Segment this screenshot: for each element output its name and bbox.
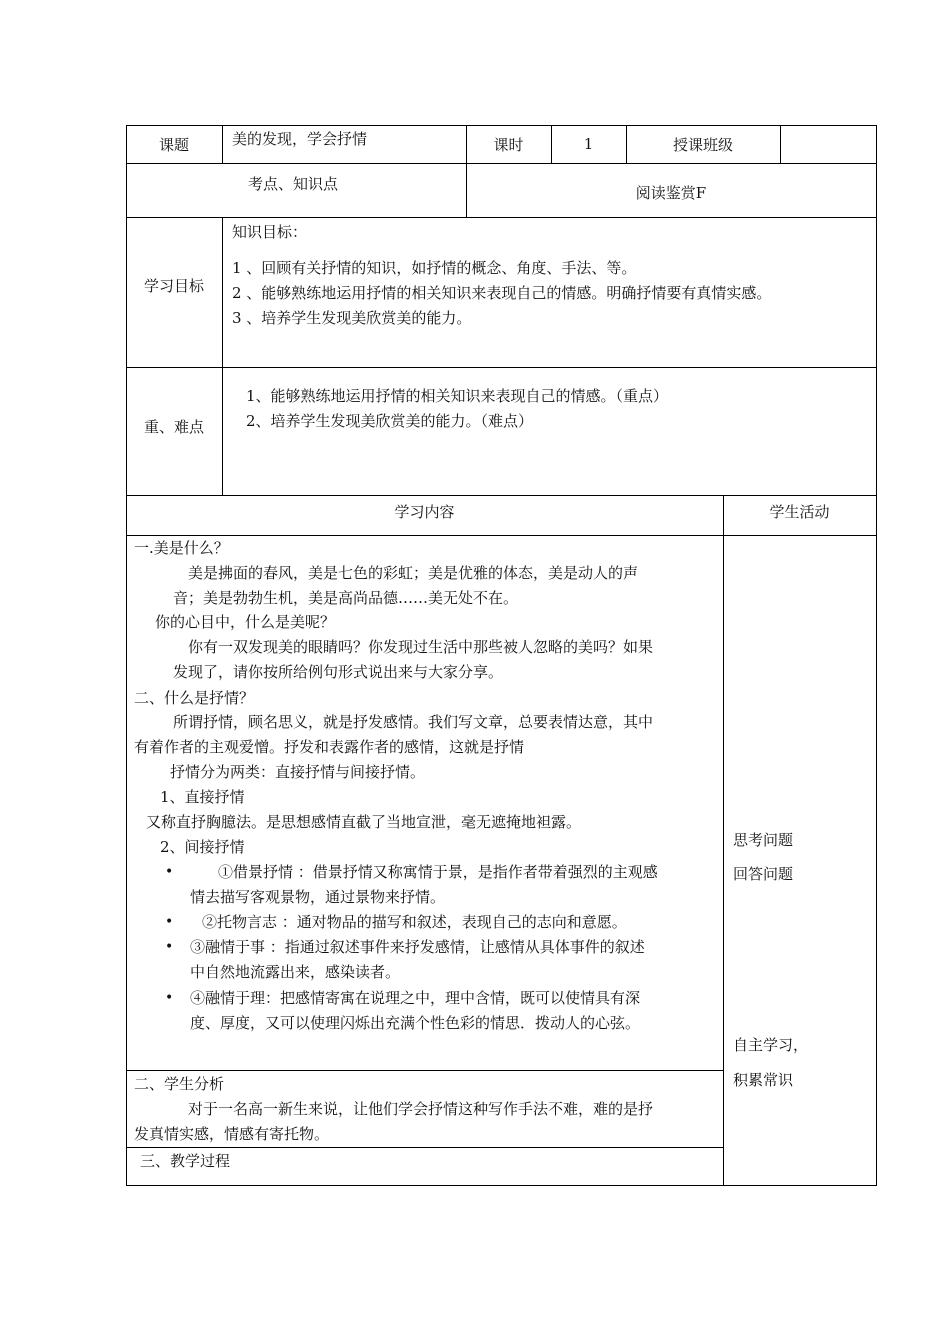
activity-item: 积累常识 (733, 1071, 794, 1089)
bullet-dot: • (165, 914, 174, 930)
row-divider (126, 1070, 724, 1071)
objective-item: 2 、能够熟练地运用抒情的相关知识来表现自己的情感。明确抒情要有真情实感。 (232, 284, 772, 302)
content-line: 又称直抒胸臆法。是思想感情直截了当地宣泄，毫无遮掩地袒露。 (146, 813, 582, 831)
bullet-dot: • (165, 864, 174, 880)
col-divider (222, 217, 223, 495)
content-line: 你的心目中，什么是美呢？ (155, 613, 336, 631)
content-line: 抒情分为两类：直接抒情与间接抒情。 (170, 763, 426, 781)
bullet-item: 度、厚度，又可以使理闪烁出充满个性色彩的情思．拨动人的心弦。 (190, 1014, 641, 1032)
row-divider (126, 163, 877, 164)
objectives-label: 学习目标 (143, 276, 204, 295)
col-divider (222, 125, 223, 163)
topic-value: 美的发现，学会抒情 (232, 130, 368, 148)
table-border-bottom (126, 1185, 877, 1186)
key-point-item: 2、培养学生发现美欣赏美的能力。（难点） (246, 412, 534, 430)
content-line: 美是拂面的春风，美是七色的彩虹；美是优雅的体态，美是动人的声 (188, 564, 639, 582)
row-divider (126, 367, 877, 368)
bullet-item: 中自然地流露出来，感染读者。 (190, 963, 401, 981)
bullet-dot: • (165, 939, 174, 955)
key-points-label: 重、难点 (143, 417, 204, 436)
class-value (780, 125, 876, 163)
key-point-item: 1、能够熟练地运用抒情的相关知识来表现自己的情感。（重点） (246, 387, 669, 405)
content-line: 音；美是勃勃生机，美是高尚品德……美无处不在。 (173, 589, 519, 607)
col-divider (723, 495, 724, 1185)
content-line: 二、什么是抒情？ (134, 689, 255, 707)
analysis-heading: 二、学生分析 (134, 1075, 225, 1093)
activity-header: 学生活动 (769, 502, 830, 521)
process-heading: 三、教学过程 (140, 1152, 231, 1170)
objective-item: 3 、培养学生发现美欣赏美的能力。 (232, 309, 472, 327)
activity-item: 回答问题 (733, 865, 794, 883)
period-value: 1 (583, 135, 594, 153)
analysis-line: 对于一名高一新生来说，让他们学会抒情这种写作手法不难，难的是抒 (188, 1100, 654, 1118)
exam-points-label: 考点、知识点 (248, 175, 339, 193)
period-label: 课时 (493, 135, 524, 154)
exam-points-value: 阅读鉴赏F (635, 183, 707, 202)
class-label: 授课班级 (672, 135, 733, 154)
content-line: 你有一双发现美的眼睛吗？你发现过生活中那些被人忽略的美吗？如果 (188, 638, 654, 656)
bullet-dot: • (165, 990, 174, 1006)
content-header: 学习内容 (394, 502, 455, 521)
row-divider (126, 1147, 724, 1148)
content-line: 2、间接抒情 (160, 838, 245, 856)
analysis-line: 发真情实感，情感有寄托物。 (134, 1125, 330, 1143)
objectives-heading: 知识目标： (232, 223, 308, 241)
bullet-item: ③融情于事 ：指通过叙述事件来抒发感情，让感情从具体事件的叙述 (190, 938, 645, 956)
content-line: 有着作者的主观爱憎。抒发和表露作者的感情，这就是抒情 (134, 738, 525, 756)
bullet-item: ④融情于理：把感情寄寓在说理之中，理中含情，既可以使情具有深 (190, 989, 641, 1007)
activity-item: 自主学习， (733, 1036, 809, 1054)
bullet-item: 情去描写客观景物，通过景物来抒情。 (190, 888, 446, 906)
row-divider (126, 217, 877, 218)
content-line: 所谓抒情，顾名思义，就是抒发感情。我们写文章，总要表情达意，其中 (173, 713, 654, 731)
objective-item: 1 、回顾有关抒情的知识，如抒情的概念、角度、手法、等。 (232, 259, 637, 277)
activity-item: 思考问题 (733, 831, 794, 849)
row-divider (126, 535, 877, 536)
content-line: 一.美是什么？ (134, 539, 229, 557)
bullet-item: ①借景抒情 ：借景抒情又称寓情于景，是指作者带着强烈的主观感 (218, 863, 658, 881)
content-line: 发现了，请你按所给例句形式说出来与大家分享。 (173, 663, 504, 681)
bullet-item: ②托物言志 ：通对物品的描写和叙述，表现自己的志向和意愿。 (202, 913, 627, 931)
content-line: 1、直接抒情 (160, 788, 245, 806)
table-border-right (876, 125, 877, 1186)
topic-label: 课题 (158, 135, 189, 154)
